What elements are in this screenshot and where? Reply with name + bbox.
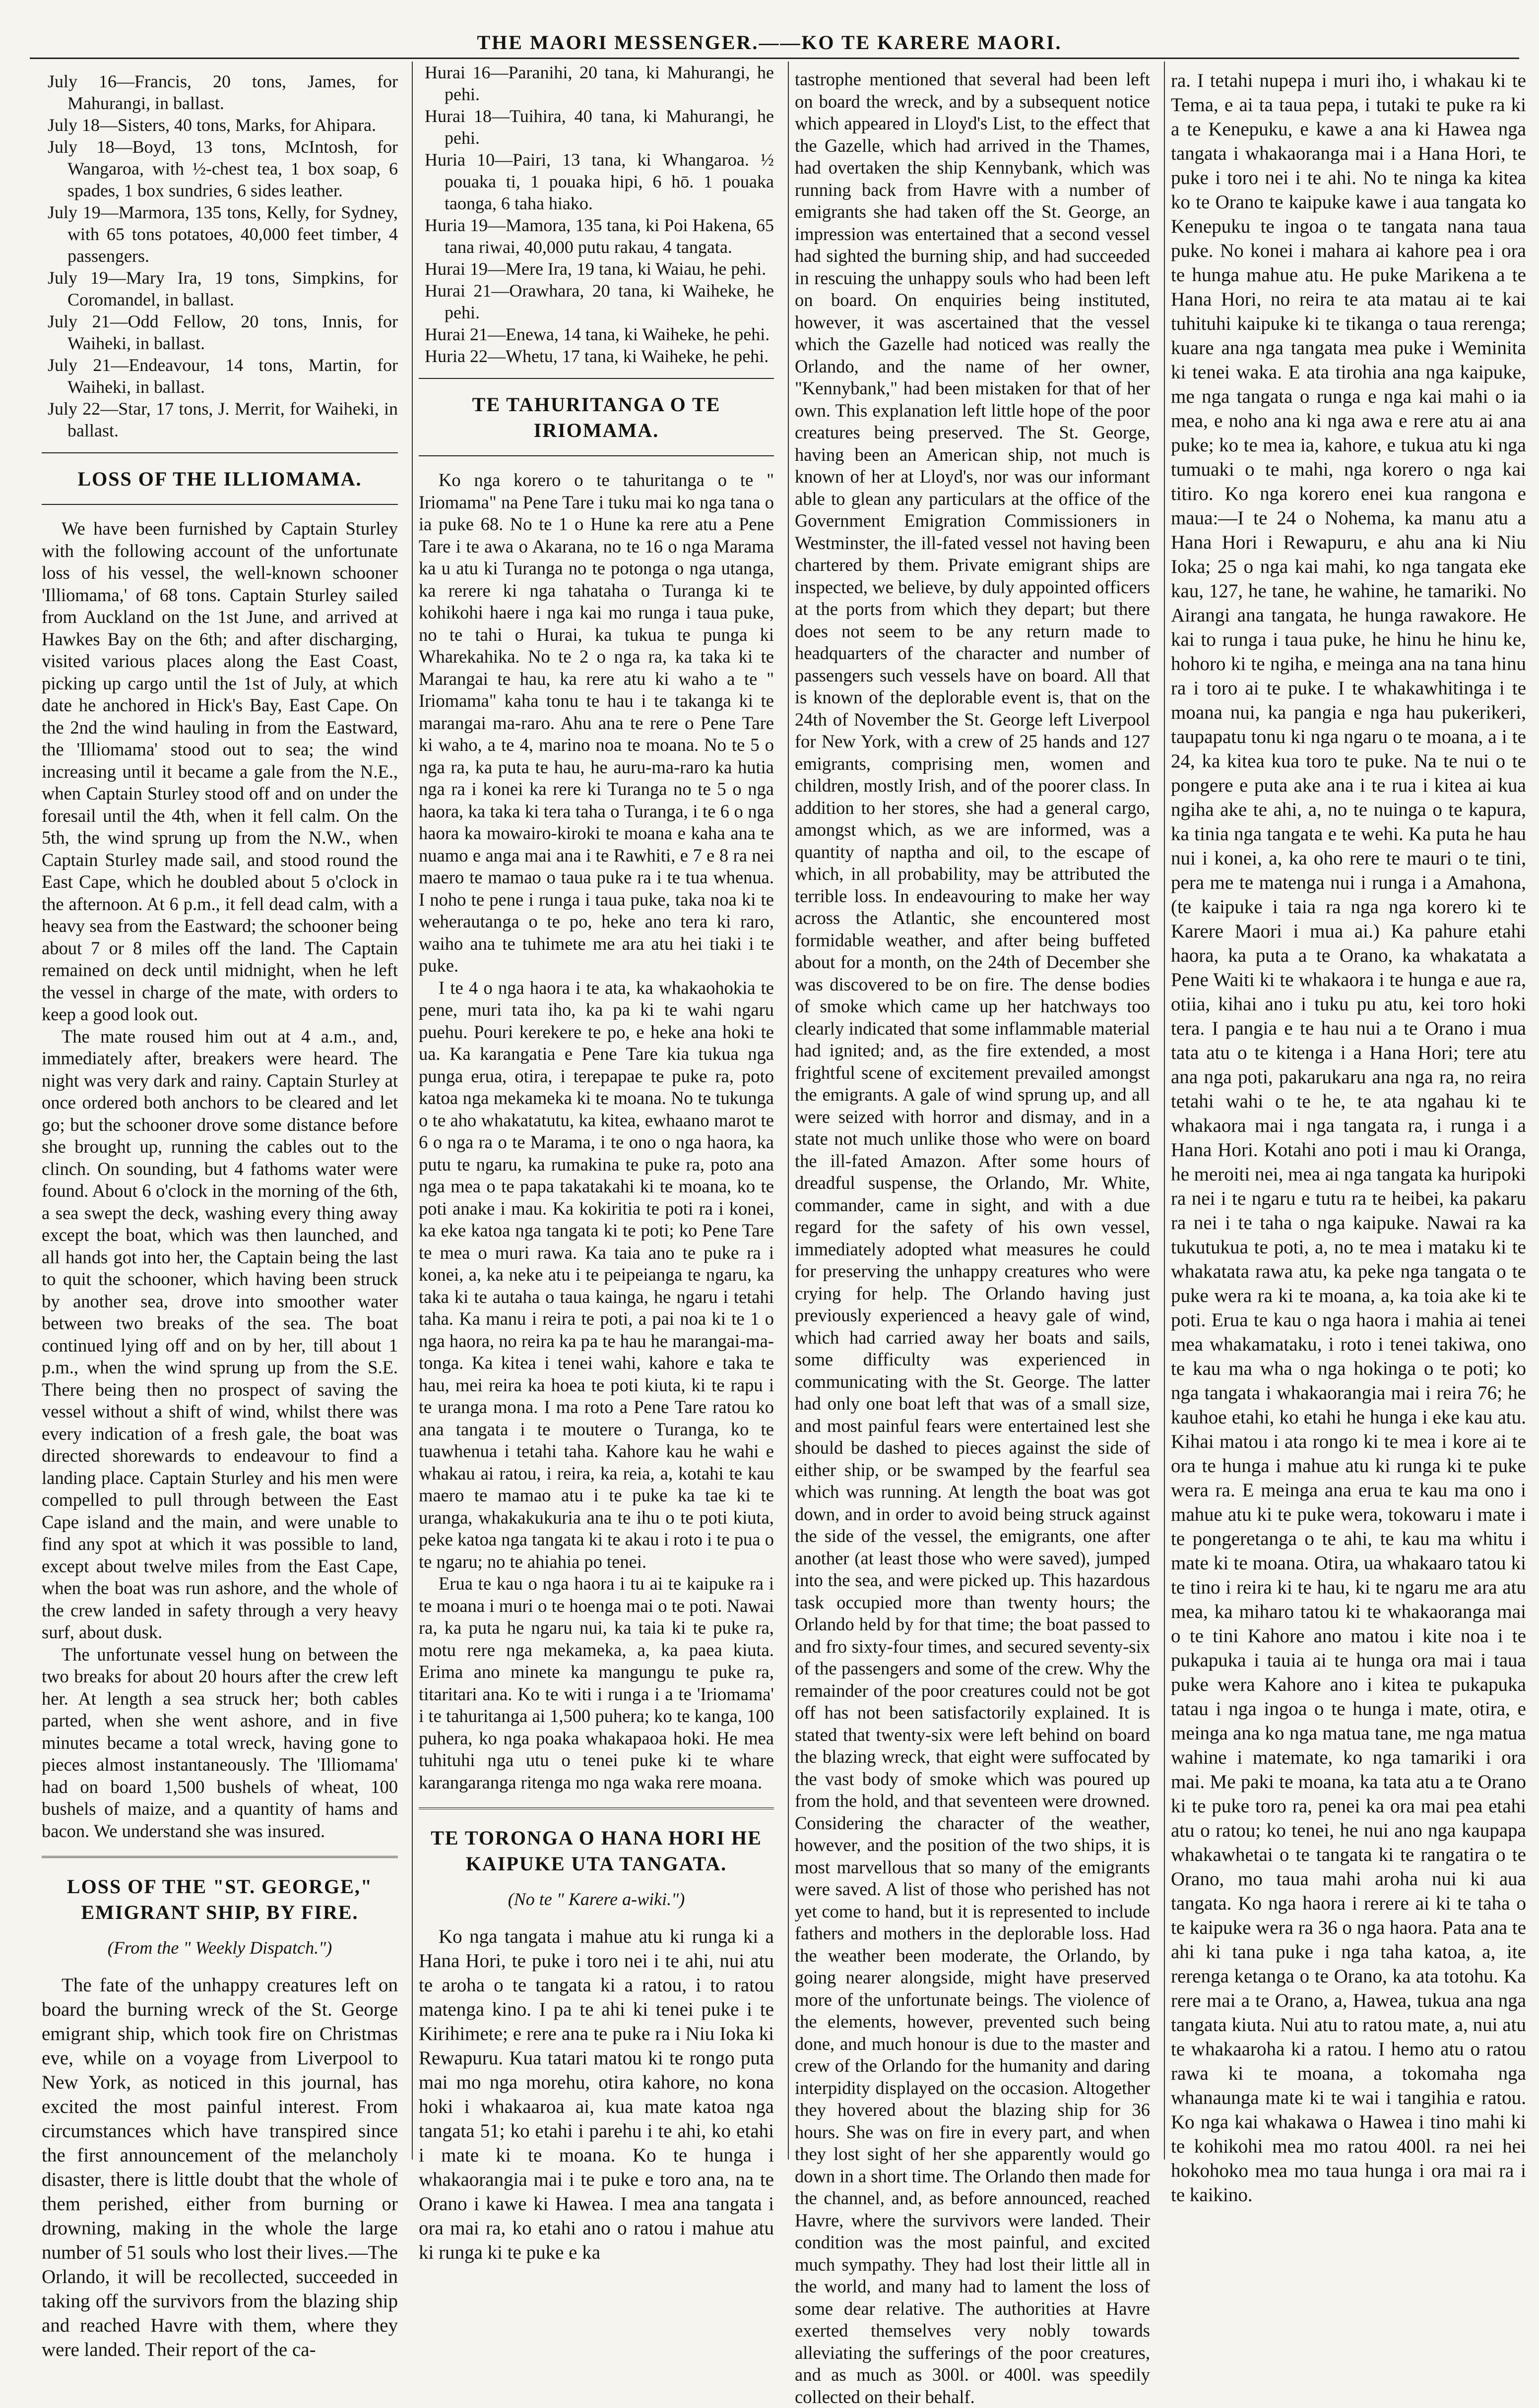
shipping-list-maori <box>419 62 774 367</box>
article-source: (No te " Karere a-wiki.") <box>508 1889 685 1909</box>
shipping-entry: Hurai 19—Mere Ira, 19 tana, ki Waiau, he pehi. <box>425 259 767 279</box>
shipping-entry: Hurai 21—Enewa, 14 tana, ki Waiheke, he pehi. <box>425 324 770 344</box>
article-paragraph: Erua te kau o nga haora i tu ai te kaipuke ra i te moana i muri o te hoenga mai o te poti. Nawai ra, ka puta he ngaru nui, ka taia ki te puke ra, motu rere nga mekameka, a, ka paea kiuta. Erima ano minete ka mangungu te puke ra, titaritari ana. Ko te witi i runga i a te 'Iriomama' i te tahuritanga ai 1,500 puhera; ko te kanga, 100 puhera, ko nga poaka whakapaoa hoki. He mea tuhituhi nga utu o tenei puke ki te whare karangaranga ritenga mo nga waka rere moana. <box>419 1573 774 1792</box>
shipping-entry: July 19—Marmora, 135 tons, Kelly, for Sydney, with 65 tons potatoes, 40,000 feet timber, 4 passengers. <box>48 202 398 266</box>
section-rule <box>419 1807 774 1809</box>
article-paragraph: The mate roused him out at 4 a.m., and, immediately after, breakers were heard. The night was very dark and rainy. Captain Sturley at once ordered both anchors to be cleared and let go; but the schooner drove some distance before she brought up, running the cables out to the clinch. On sounding, but 4 fathoms water were found. About 6 o'clock in the morning of the 6th, a sea swept the deck, washing every thing away except the boat, which was then launched, and all hands got into her, the Captain being the last to quit the schooner, which having been struck by another sea, drove into smoother water between two breaks of the sea. The boat continued lying off and on by her, till about 1 p.m., when the wind sprung up from the S.E. There being then no prospect of saving the vessel without a shift of wind, whilst there was every indication of a fresh gale, the boat was directed shorewards to endeavour to find a landing place. Captain Sturley and his men were compelled to pull through between the East Cape island and the main, and were unable to find any spot at which it was possible to land, except about twelve miles from the East Cape, when the boat was run ashore, and the whole of the crew landed in safety through a very heavy surf, about dusk. <box>42 1026 398 1642</box>
article-heading-iriomama: TE TAHURITANGA O TE IRIOMAMA. <box>472 393 721 441</box>
article-heading-st-george: LOSS OF THE "ST. GEORGE," EMIGRANT SHIP, BY FIRE. <box>66 1875 373 1923</box>
columns <box>36 62 1532 2407</box>
shipping-entry: July 21—Endeavour, 14 tons, Martin, for Waiheki, in ballast. <box>48 355 398 397</box>
article-paragraph: The unfortunate vessel hung on between the two breaks for about 20 hours after the crew left her. At length a sea struck her; both cables parted, when she went ashore, and in five minutes became a total wreck, having gone to pieces almost instantaneously. The 'Illiomama' had on board 1,500 bushels of wheat, 100 bushels of maize, and a quantity of hams and bacon. We understand she was insured. <box>42 1644 398 1841</box>
section-rule <box>42 1856 398 1858</box>
article-paragraph: Ko nga korero o te tahuritanga o te " Iriomama" na Pene Tare i tuku mai ko nga tana o ia puke 68. No te 1 o Hune ka rere atu a Pene Tare i te awa o Akarana, no te 16 o nga Marama ka u atu ki Turanga no te potonga o nga utanga, ka rerere ki nga tahataha o Turanga ki te kohikohi haere i nga kai mo runga i taua puke, no te tahi o Hurai, ka tukua te punga ki Wharekahika. No te 2 o nga ra, ka taka ki te Marangai te hau, ka rere atu ki waho a te " Iriomama" kaha tonu te hau i te takanga ki te marangai ma-raro. Ahu ana te rere o Pene Tare ki waho, a te 4, marino noa te moana. No te 5 o nga ra, ka puta te hau, he auru-ma-raro ka hutia nga ra i konei ka rere ki Turanga no te 5 o nga haora, ka taka ki tera taha o Turanga, i te 6 o nga haora ka mowairo-kiroki te moana e kaha ana te nuamo e anga mai ana i te Rawhiti, e 7 e 8 ra nei maero te mamao o taua puke ra i te tua whenua. I noho te pene i runga i taua puke, taka noa ki te weherautanga o te po, heke ano tera ki raro, waiho ana te tuhimete me ara atu hei tiaki i te puke. <box>419 470 774 976</box>
shipping-entry: Huria 19—Mamora, 135 tana, ki Poi Hakena, 65 tana riwai, 40,000 putu rakau, 4 tangata. <box>425 215 774 257</box>
shipping-entry: July 19—Mary Ira, 19 tons, Simpkins, for Coromandel, in ballast. <box>48 268 398 309</box>
article-paragraph: tastrophe mentioned that several had been left on board the wreck, and by a subsequent notice which appeared in Lloyd's List, to the effect that the Gazelle, which had arrived in the Thames, had overtaken the ship Kennybank, which was running back from Havre with a number of emigrants she had taken off the St. George, an impression was entertained that a second vessel had sighted the burning ship, and had succeeded in rescuing the unhappy souls who had been left on board. On enquiries being instituted, however, it was ascertained that the vessel which the Gazelle had noticed was really the Orlando, and the name of her owner, "Kennybank," had been mistaken for that of her own. This explanation left little hope of the poor creatures being preserved. The St. George, having been an American ship, not much is known of her at Lloyd's, nor was our informant able to glean any particulars at the office of the Government Emigration Commissioners in Westminster, the ill-fated vessel not having been chartered by them. Private emigrant ships are inspected, we believe, by duly appointed officers at the ports from which they depart; but there does not seem to be any return made to headquarters of the character and number of passengers such vessels have on board. All that is known of the deplorable event is, that on the 24th of November the St. George left Liverpool for New York, with a crew of 25 hands and 127 emigrants, comprising men, women and children, mostly Irish, and of the poorer class. In addition to her stores, she had a general cargo, amongst which, as we are informed, was a quantity of naptha and oil, to the escape of which, in all probability, may be attributed the terrible loss. In endeavouring to make her way across the Atlantic, she encountered most formidable weather, and after being buffeted about for a month, on the 24th of December she was discovered to be on fire. The dense bodies of smoke which came up her hatchways too clearly indicated that some inflammable material had ignited; and, as the fire extended, a most frightful scene of excitement prevailed amongst the emigrants. A gale of wind sprung up, and all were seized with horror and dismay, and in a state not much unlike those who were on board the ill-fated Amazon. After some hours of dreadful suspense, the Orlando, Mr. White, commander, came in sight, and with a due regard for the safety of his own vessel, immediately adopted what measures he could for preserving the unhappy creatures who were crying for help. The Orlando having just previously experienced a heavy gale of wind, which had carried away her boats and sails, some difficulty was experienced in communicating with the St. George. The latter had only one boat left that was of a small size, and most painful fears were entertained lest she should be dashed to pieces against the side of either ship, or be swamped by the fearful sea which was running. At length the boat was got down, and in order to avoid being struck against the side of the vessel, the emigrants, one after another (at least those who were saved), jumped into the sea, and were picked up. This hazardous task occupied more than twenty hours; the Orlando held by for that time; the boat passed to and fro sixty-four times, and secured seventy-six of the passengers and some of the crew. Why the remainder of the poor creatures could not be got off has not been satisfactorily explained. It is stated that twenty-six were left behind on board the blazing wreck, that eight were suffocated by the vast body of smoke which was poured up from the hold, and that seventeen were drowned. Considering the character of the weather, however, and the position of the two ships, it is most marvellous that so many of the emigrants were saved. A list of those who perished has not yet come to hand, but it is represented to include fathers and mothers in the deplorable loss. Had the weather been moderate, the Orlando, by going nearer alongside, might have preserved more of the unfortunate beings. The violence of the elements, however, prevented such being done, and much honour is due to the master and crew of the Orlando for the humanity and daring interpidity displayed on the occasion. Altogether they hovered about the blazing ship for 36 hours. She was on fire in every part, and when they lost sight of her she apparently would go down in a short time. The Orlando then made for the channel, and, as before announced, reached Havre, where the survivors were landed. Their condition was the most painful, and excited much sympathy. They had lost their little all in the world, and many had to lament the loss of some dear relative. The authorities at Havre exerted themselves very nobly towards alleviating the sufferings of the poor creatures, and as much as 300l. or 400l. was speedily collected on their behalf. <box>795 69 1150 2407</box>
column-2 <box>412 62 780 2263</box>
article-paragraph: Ko nga tangata i mahue atu ki runga ki a Hana Hori, te puke i toro nei i te ahi, nui atu te aroha o te tangata ki a ratou, i to ratou matenga kino. I pa te ahi ki tenei puke i te Kirihimete; e rere ana te puke ra i Niu Ioka ki Rewapuru. Kua tatari matou ki te rongo puta mai mo nga morehu, otira kahore, no kona hoki i whakaaroa ai, kua mate katoa nga tangata 51; ko etahi i parehu i te ahi, ko etahi i mate ki te moana. Ko te hunga i whakaorangia mai i te puke e toro ana, na te Orano i kawe ki Hawea. I mea ana tangata i ora mai ra, ko etahi ano o ratou i mahue atu ki runga ki te puke e ka <box>419 1926 774 2263</box>
article-paragraph: We have been furnished by Captain Sturley with the following account of the unfortunate loss of his vessel, the well-known schooner 'Illiomama,' of 68 tons. Captain Sturley sailed from Auckland on the 1st June, and arrived at Hawkes Bay on the 6th; and after discharging, visited various places along the East Coast, picking up cargo until the 1st of July, at which date he anchored in Hick's Bay, East Cape. On the 2nd the wind hauling in from the Eastward, the 'Illiomama' stood out to sea; the wind increasing until it became a gale from the N.E., when Captain Sturley stood off and on under the foresail until the 4th, when it fell calm. On the 5th, the wind sprung up from the N.W., when Captain Sturley made sail, and stood round the East Cape, which he doubled about 5 o'clock in the afternoon. At 6 p.m., it fell dead calm, with a heavy sea from the Eastward; the schooner being about 7 or 8 miles off the land. The Captain remained on deck until midnight, when he left the vessel in charge of the mate, with orders to keep a good look out. <box>42 518 398 1024</box>
shipping-entry: July 18—Sisters, 40 tons, Marks, for Ahipara. <box>48 115 376 135</box>
header-rule <box>30 58 1519 59</box>
section-rule <box>419 455 774 456</box>
column-3 <box>788 62 1156 2407</box>
shipping-list-english <box>42 62 398 441</box>
article-paragraph: The fate of the unhappy creatures left on board the burning wreck of the St. George emigrant ship, which took fire on Christmas eve, while on a voyage from Liverpool to New York, as noticed in this journal, has excited the most painful interest. From circumstances which have transpired since the first announcement of the melancholy disaster, there is little doubt that the whole of them perished, either from burning or drowning, making in the whole the large number of 51 souls who lost their lives.—The Orlando, it will be recollected, succeeded in taking off the survivors from the blazing ship and reached Havre with them, where they were landed. Their report of the ca- <box>42 1975 398 2360</box>
shipping-entry: July 16—Francis, 20 tons, James, for Mahurangi, in ballast. <box>48 71 398 113</box>
shipping-entry: July 18—Boyd, 13 tons, McIntosh, for Wangaroa, with ½-chest tea, 1 box soap, 6 spades, 1 box sundries, 6 sides leather. <box>48 137 398 200</box>
shipping-entry: Hurai 18—Tuihira, 40 tana, ki Mahurangi, he pehi. <box>425 106 774 148</box>
column-4 <box>1164 62 1532 2206</box>
shipping-entry: Hurai 21—Orawhara, 20 tana, ki Waiheke, he pehi. <box>425 281 774 322</box>
running-title: THE MAORI MESSENGER.——KO TE KARERE MAORI. <box>477 31 1062 54</box>
article-paragraph: I te 4 o nga haora i te ata, ka whakaohokia te pene, muri tata iho, ka pa ki te wahi ngaru puehu. Pouri kerekere te po, e heke ana hoki te ua. Ka karangatia e Pene Tare kia tukua nga punga erua, otira, i terepapae te puke ra, poto katoa nga mekameka ki te moana. No te tukunga o te aho whakatatutu, ka kitea, ewhaano marot te 6 o nga ra o te Marama, i te ono o nga haora, ka putu te ngaru, ka rumakina te puke ra, poto ana nga mea o te papa takatakahi ki te moana, ko te poti anake i mau. Ka kokiritia te poti ra i konei, ka eke katoa nga tangata ki te poti; ko Pene Tare te mea o muri rawa. Ka taia ano te puke ra i konei, a, ka neke atu i te peipeianga te ngaru, ka taka ki te autaha o taua kainga, he ngaru i tetahi taha. Ka manu i reira te poti, a pai noa ki te 1 o nga haora, no reira ka pa te hau he marangai-ma-tonga. Ka kitea i tenei wahi, kahore e taka te hau, mei reira ka hoea te poti kiuta, ki te rapu i te uranga mona. I ma roto a Pene Tare ratou ko ana tangata i te moutere o Turanga, ko te tuawhenua i tetahi taha. Kahore kau he wahi e whakau ai ratou, i reira, ka reia, a, kotahi te kau maero te mamao atu i te puke ka tae ki te uranga, whakakukuria ana te ihu o te poti kiuta, peke katoa nga tangata ki te akau i roto i te pua o te ngaru; no te ahiahia po tenei. <box>419 977 774 1572</box>
shipping-entry: July 22—Star, 17 tons, J. Merrit, for Waiheki, in ballast. <box>48 399 398 440</box>
shipping-entry: Huria 10—Pairi, 13 tana, ki Whangaroa. ½ pouaka ti, 1 pouaka hipi, 6 hō. 1 pouaka taonga, 6 taha hiako. <box>425 150 774 213</box>
section-rule <box>42 452 398 453</box>
column-1 <box>36 62 404 2360</box>
shipping-entry: Hurai 16—Paranihi, 20 tana, ki Mahurangi, he pehi. <box>425 62 774 104</box>
article-source: (From the " Weekly Dispatch.") <box>107 1938 332 1958</box>
shipping-entry: Huria 22—Whetu, 17 tana, ki Waiheke, he pehi. <box>425 346 769 366</box>
section-rule <box>419 378 774 379</box>
shipping-entry: July 21—Odd Fellow, 20 tons, Innis, for Waiheki, in ballast. <box>48 311 398 353</box>
section-rule <box>42 504 398 505</box>
article-heading-illiomama: LOSS OF THE ILLIOMAMA. <box>77 468 362 490</box>
article-heading-hana-hori: TE TORONGA O HANA HORI HE KAIPUKE UTA TANGATA. <box>431 1827 762 1875</box>
article-paragraph: ra. I tetahi nupepa i muri iho, i whakau ki te Tema, e ai ta taua pepa, i tutaki te puke ra ki a te Kenepuku, e kawe a ana ki Hawea nga tangata i whakaoranga mai i a Hana Hori, te puke i toro nei i te ahi. No te ninga ka kitea ko te Orano te kaipuke kawe i aua tangata ko Kenepuku te ingoa o te tangata nana taua puke. No konei i mahara ai kahore pea i ora te hunga mahue atu. He puke Marikena a te Hana Hori, no reira te ata matau ai te kai tuhituhi kaipuke ki te tikanga o taua rerenga; kuare ana nga tangata mea puke i Weminita ki tenei waka. E ata tirohia ana nga kaipuke, me nga tangata o runga e nga kai mahi o ia mea, e noho ana ki nga awa e rere atu ai ana puke; ko te mea ia, kahore, e tukua atu ki nga tumuaki o te mahi, nga korero o nga kai titiro. Ko nga korero enei kua rangona e maua:—I te 24 o Nohema, ka manu atu a Hana Hori i Rewapuru, e ahu ana ki Niu Ioka; 25 o nga kai mahi, ko nga tangata eke kau, 127, he tane, he wahine, he tamariki. No Airangi ana tangata, he hunga rawakore. He kai to runga i taua puke, he hinu he hinu ke, hohoro ki te ngiha, e meinga ana na tana hinu ra i toro ai te puke. I te whakawhitinga i te moana nui, ka pangia e nga hau pukerikeri, taupapatu tonu ki nga ngaru o te moana, a i te 24, ka kitea kua toro te puke. Na te nui o te pongere e puta ake ana i te rua i kitea ai kua ngiha ake te ahi, a, no te nuinga o te kapura, ka tinia nga tangata e te wehi. Ka puta he hau nui i konei, a, ka oho rere te mauri o te tini, pera me te matenga nui i runga i a Amahona, (te kaipuke i taia ra nga nga korero ki te Karere Maori i mua ai.) Ka pahure etahi haora, ka puta a te Orano, ka whakatata a Pene Waiti ki te whakaora i te hunga e aue ra, otiia, kihai ano i tuku pu atu, kei toro hoki tera. I pangia e te hau nui a te Orano i mua tata atu o te kitenga i a Hana Hori; tere atu ana nga poti, pakarukaru ana nga ra, no reira tetahi wahi o te he, te ata ngahau ki te whakaora mai i nga tangata ra, i runga i a Hana Hori. Kotahi ano poti i mau ki Oranga, he meroiti nei, mea ai nga tangata ka huripoki ra nei i te ngaru e tutu ra te heibei, ka pakaru ra nei i te taha o nga kaipuke. Nawai ra ka tukutukua te poti, a, no te mea i mataku ki te whakatata rawa atu, ka peke nga tangata o te puke wera ra ki te moana, a, ka toia ake ki te poti. Erua te kau o nga haora i mahia ai tenei mea whakamataku, i roto i tenei takiwa, ono te kau ma wha o nga hokinga o te poti; ko nga tangata i whakaorangia mai i reira 76; he kauhoe etahi, ko etahi he hunga i eke kau atu. Kihai matou i ata rongo ki te mea i kore ai te ora te hunga i mahue atu ki runga ki te puke wera ra. E meinga ana erua te kau ma ono i mahue atu ki te puke wera, tokowaru i mate i te pongeretanga o te ahi, te kau ma whitu i mate ki te moana. Otira, ua whakaaro tatou ki te tino i reira ki te hau, ki te ngaru me ara atu mea, ka miharo tatou ki te whakaoranga mai o te tini Kahore ano matou i kite noa i te pukapuka i tauia ai te hunga ora mai i taua puke wera Kahore ano i kitea te pukapuka tatau i nga ingoa o te hunga i mate, otira, e meinga ana ko nga matua tane, me nga matua wahine i matemate, ko nga tamariki i ora mai. Me paki te moana, ka tata atu a te Orano ki te puke toro ra, penei ka ora mai pea etahi atu o ratou; ko tenei, he nui ano nga kaupapa whakawhetai o te tangata ki te rangatira o te Orano, mo taua mahi aroha nui ki aua tangata. Ko nga haora i rerere ai ki te taha o te kaipuke wera ra 36 o nga haora. Pata ana te ahi ki tana puke i nga taha katoa, a, ite rerenga ketanga o te Orano, ka ata totohu. Ka rere mai a te Orano, a, Hawea, tukua ana nga tangata kiuta. Nui atu to ratou mate, a, nui atu te whakaaroha ki a ratou. I hemo atu o ratou rawa ki te moana, a tokomaha nga whanaunga mate ki te wai i tangihia e ratou. Ko nga kai whakawa o Hawea i tino mahi ki te kohikohi mea mo ratou 400l. ra nei hei hokohoko mea mo taua hunga i ora mai ra i te kaikino. <box>1171 70 1526 2206</box>
